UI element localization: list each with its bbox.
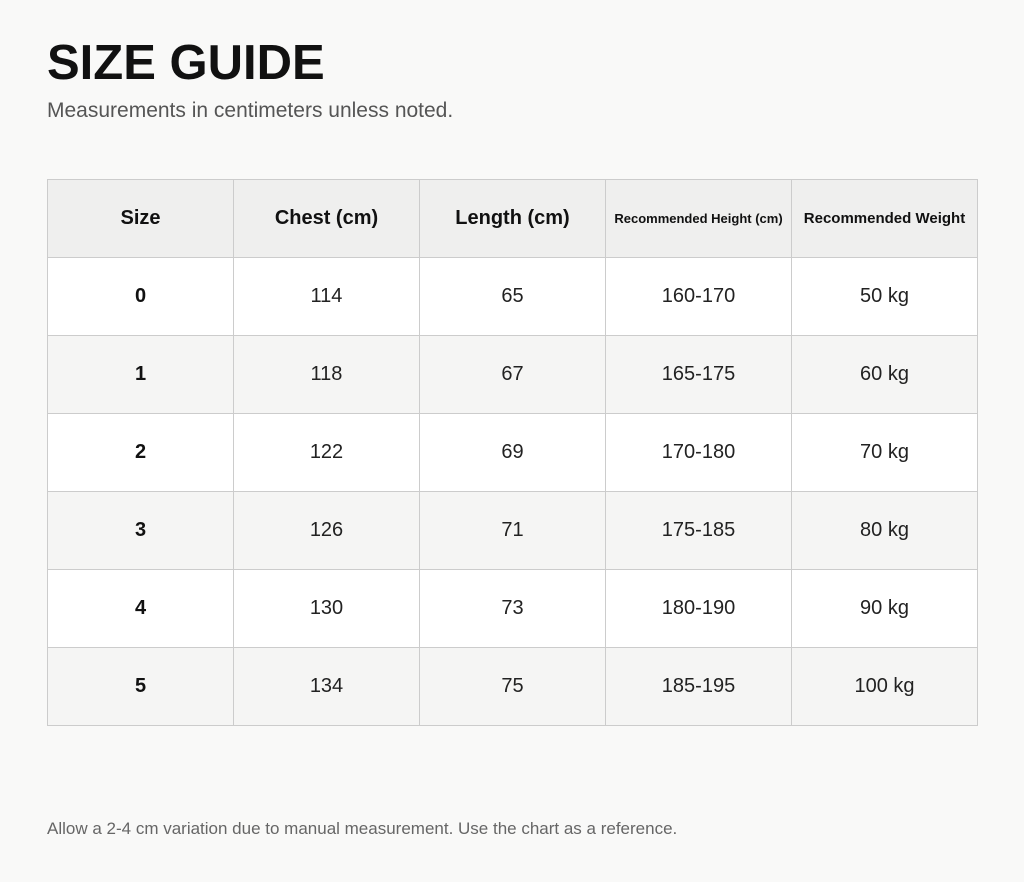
- column-header-length: Length (cm): [420, 180, 606, 258]
- size-cell: 1: [48, 336, 234, 414]
- page-title: SIZE GUIDE: [47, 36, 325, 90]
- measurement-footnote: Allow a 2-4 cm variation due to manual measurement. Use the chart as a reference.: [47, 819, 678, 838]
- column-header-recommended-weight: Recommended Weight: [792, 180, 978, 258]
- size-cell: 2: [48, 414, 234, 492]
- chest-cell: 114: [234, 258, 420, 336]
- chest-cell: 134: [234, 648, 420, 726]
- length-cell: 71: [420, 492, 606, 570]
- height-cell: 160-170: [606, 258, 792, 336]
- chest-cell: 130: [234, 570, 420, 648]
- height-cell: 165-175: [606, 336, 792, 414]
- weight-cell: 80 kg: [792, 492, 978, 570]
- column-header-recommended-height: Recommended Height (cm): [606, 180, 792, 258]
- size-cell: 5: [48, 648, 234, 726]
- height-cell: 180-190: [606, 570, 792, 648]
- page-subtitle: Measurements in centimeters unless noted.: [47, 99, 454, 122]
- table-row: [48, 648, 978, 726]
- chest-cell: 118: [234, 336, 420, 414]
- size-guide-table: [47, 179, 978, 726]
- table-row: [48, 258, 978, 336]
- height-cell: 175-185: [606, 492, 792, 570]
- table-header-row: [48, 180, 978, 258]
- length-cell: 65: [420, 258, 606, 336]
- table-row: [48, 570, 978, 648]
- table-row: [48, 414, 978, 492]
- weight-cell: 90 kg: [792, 570, 978, 648]
- chest-cell: 126: [234, 492, 420, 570]
- size-cell: 0: [48, 258, 234, 336]
- height-cell: 170-180: [606, 414, 792, 492]
- table-row: [48, 336, 978, 414]
- column-header-size: Size: [48, 180, 234, 258]
- weight-cell: 50 kg: [792, 258, 978, 336]
- size-cell: 3: [48, 492, 234, 570]
- size-cell: 4: [48, 570, 234, 648]
- length-cell: 75: [420, 648, 606, 726]
- column-header-chest: Chest (cm): [234, 180, 420, 258]
- chest-cell: 122: [234, 414, 420, 492]
- length-cell: 69: [420, 414, 606, 492]
- height-cell: 185-195: [606, 648, 792, 726]
- weight-cell: 70 kg: [792, 414, 978, 492]
- weight-cell: 100 kg: [792, 648, 978, 726]
- weight-cell: 60 kg: [792, 336, 978, 414]
- table-row: [48, 492, 978, 570]
- length-cell: 67: [420, 336, 606, 414]
- length-cell: 73: [420, 570, 606, 648]
